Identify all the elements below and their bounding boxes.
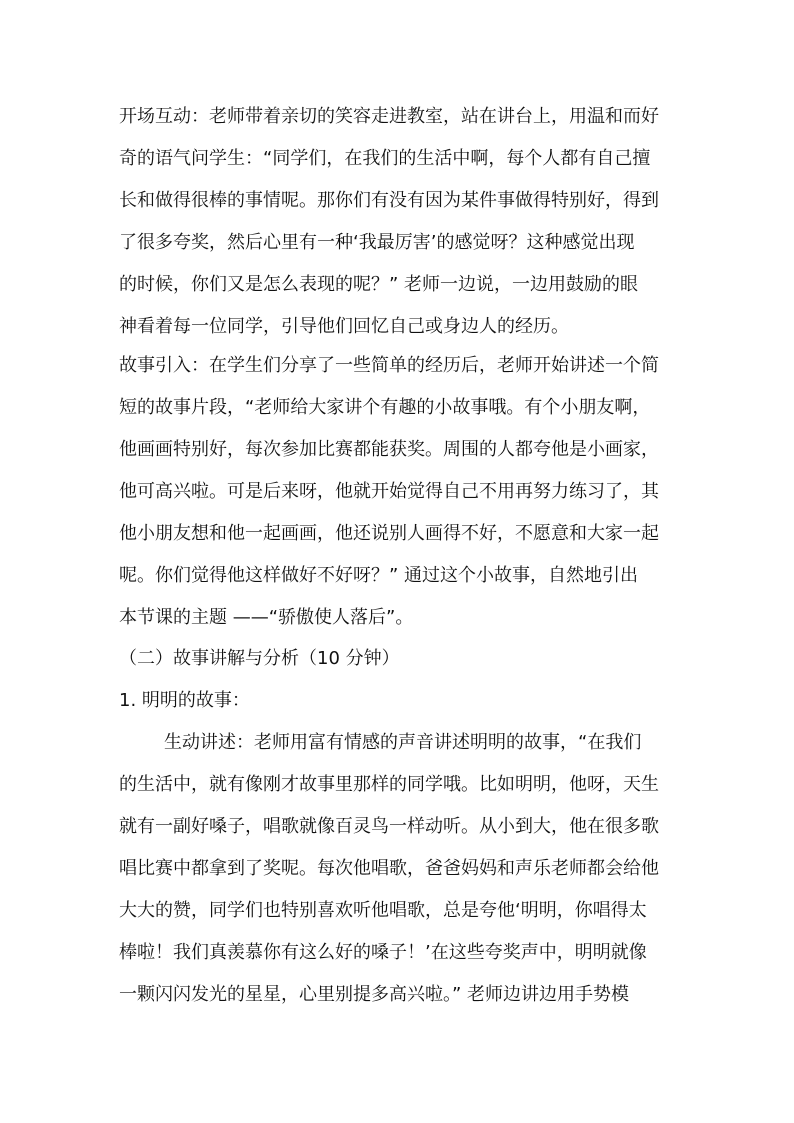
text-line: 他可高兴啦。可是后来呀，他就开始觉得自己不用再努力练习了，其 [119, 481, 659, 502]
text-line: 长和做得很棒的事情呢。那你们有没有因为某件事做得特别好，得到 [119, 190, 659, 211]
text-line: 一颗闪闪发光的星星，心里别提多高兴啦。” 老师边讲边用手势模 [119, 984, 630, 1005]
text-line: 他画画特别好，每次参加比赛都能获奖。周围的人都夸他是小画家， [119, 439, 659, 460]
text-line: 短的故事片段，“老师给大家讲个有趣的小故事哦。有个小朋友啊， [119, 397, 651, 418]
text-line: 故事引入：在学生们分享了一些简单的经历后，老师开始讲述一个简 [119, 355, 659, 376]
text-line: 就有一副好嗓子，唱歌就像百灵鸟一样动听。从小到大，他在很多歌 [119, 816, 659, 837]
text-line: 本节课的主题 ——“骄傲使人落后”。 [119, 607, 414, 628]
text-line: 奇的语气问学生：“同学们，在我们的生活中啊，每个人都有自己擅 [119, 148, 651, 169]
text-line: 生动讲述：老师用富有情感的声音讲述明明的故事，“在我们 [164, 732, 642, 753]
text-line: 呢。你们觉得他这样做好不好呀？” 通过这个小故事，自然地引出 [119, 565, 639, 586]
text-line: 棒啦！我们真羡慕你有这么好的嗓子！’在这些夸奖声中，明明就像 [119, 942, 647, 963]
text-line: 唱比赛中都拿到了奖呢。每次他唱歌，爸爸妈妈和声乐老师都会给他 [119, 858, 659, 879]
section-heading: （二）故事讲解与分析（10 分钟） [119, 648, 400, 669]
subsection-heading: 1. 明明的故事： [119, 690, 250, 711]
text-line: 了很多夸奖，然后心里有一种‘我最厉害’的感觉呀？这种感觉出现 [119, 232, 635, 253]
text-line: 神看着每一位同学，引导他们回忆自己或身边人的经历。 [119, 316, 569, 337]
text-line: 他小朋友想和他一起画画，他还说别人画得不好，不愿意和大家一起 [119, 523, 659, 544]
text-line: 的时候，你们又是怎么表现的呢？” 老师一边说，一边用鼓励的眼 [119, 274, 639, 295]
text-line: 的生活中，就有像刚才故事里那样的同学哦。比如明明，他呀，天生 [119, 774, 659, 795]
text-line: 开场互动：老师带着亲切的笑容走进教室，站在讲台上，用温和而好 [119, 106, 659, 127]
text-line: 大大的赞，同学们也特别喜欢听他唱歌，总是夸他‘明明，你唱得太 [119, 900, 647, 921]
